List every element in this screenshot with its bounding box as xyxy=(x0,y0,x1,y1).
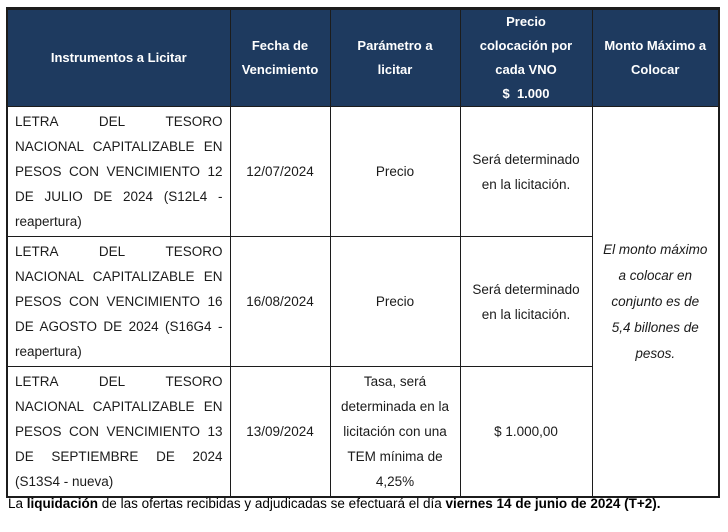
cell-monto-maximo: El monto máximo a colocar en conjunto es de 5,4 billones de pesos. xyxy=(592,107,719,498)
cell-precio-s13s4: $ 1.000,00 xyxy=(460,367,592,498)
header-parametro: Parámetro a licitar xyxy=(330,9,460,107)
table-row-s12l4 xyxy=(7,107,719,237)
cell-instrument-s12l4: LETRA DEL TESORO NACIONAL CAPITALIZABLE EN PESOS CON VENCIMIENTO 12 DE JULIO DE 2024 (S12L4 - reapertura) xyxy=(7,107,230,237)
cell-precio-s12l4: Será determinado en la licitación. xyxy=(460,107,592,237)
cell-parametro-s12l4: Precio xyxy=(330,107,460,237)
header-monto-maximo: Monto Máximo a Colocar xyxy=(592,9,719,107)
cell-fecha-s13s4: 13/09/2024 xyxy=(230,367,330,498)
settlement-note-bold-fecha: viernes 14 de junio de 2024 (T+2). xyxy=(445,496,661,511)
header-instrumentos: Instrumentos a Licitar xyxy=(7,9,230,107)
cell-parametro-s13s4: Tasa, será determinada en la licitación con una TEM mínima de 4,25% xyxy=(330,367,460,498)
cell-parametro-s16g4: Precio xyxy=(330,237,460,367)
settlement-note-text-1: La xyxy=(8,496,27,511)
cell-instrument-s16g4: LETRA DEL TESORO NACIONAL CAPITALIZABLE EN PESOS CON VENCIMIENTO 16 DE AGOSTO DE 2024 (S16G4 - reapertura) xyxy=(7,237,230,367)
settlement-note xyxy=(8,494,722,514)
cell-fecha-s16g4: 16/08/2024 xyxy=(230,237,330,367)
header-precio-colocacion: Precio colocación por cada VNO $ 1.000 xyxy=(460,9,592,107)
settlement-note-bold-liquidacion: liquidación xyxy=(26,496,99,511)
cell-instrument-s13s4: LETRA DEL TESORO NACIONAL CAPITALIZABLE EN PESOS CON VENCIMIENTO 13 DE SEPTIEMBRE DE 2024 (S13S4 - nueva) xyxy=(7,367,230,498)
cell-precio-s16g4: Será determinado en la licitación. xyxy=(460,237,592,367)
auction-table xyxy=(6,7,720,498)
header-fecha-vencimiento: Fecha de Vencimiento xyxy=(230,9,330,107)
settlement-note-text-2: de las ofertas recibidas y adjudicadas se efectuará el día xyxy=(98,496,446,511)
cell-fecha-s12l4: 12/07/2024 xyxy=(230,107,330,237)
header-row xyxy=(7,9,719,107)
